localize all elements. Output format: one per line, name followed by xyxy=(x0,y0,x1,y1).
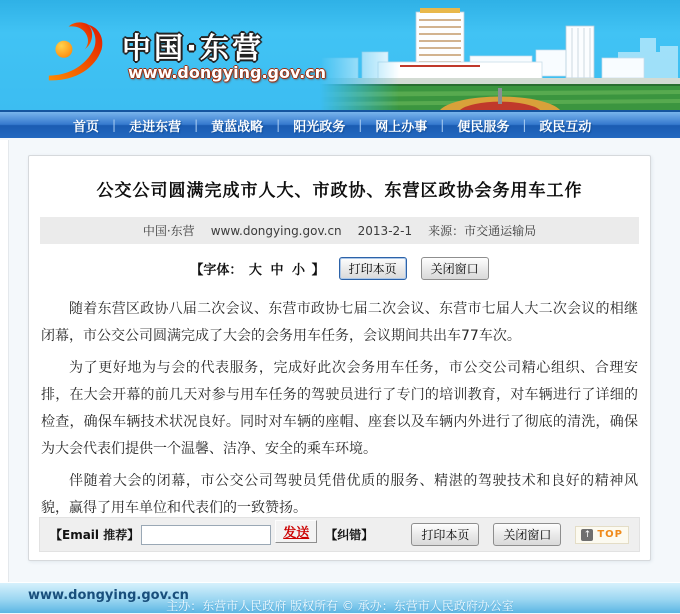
top-arrow-icon: ↑ xyxy=(581,529,593,541)
article-content-box xyxy=(28,155,651,561)
nav-separator: | xyxy=(276,118,281,132)
dongying-logo-icon xyxy=(46,18,112,88)
site-header-banner xyxy=(0,0,680,110)
close-window-button[interactable]: 关闭窗口 xyxy=(421,257,489,280)
nav-separator: | xyxy=(194,118,199,132)
main-area xyxy=(0,140,680,583)
font-size-medium[interactable]: 中 xyxy=(270,263,284,278)
site-url: www.dongying.gov.cn xyxy=(128,63,327,82)
error-correction-link[interactable]: 【纠错】 xyxy=(325,528,374,542)
print-page-button-bottom[interactable]: 打印本页 xyxy=(411,523,479,546)
article-paragraph: 为了更好地为与会的代表服务，完成好此次会务用车任务，市公交公司精心组织、合理安排，在大会开幕的前几天对参与用车任务的驾驶员进行了专门的培训教育，对车辆进行了详细的检查，确保车辆技术状况良好。同时对车辆的座帽、座套以及车辆内外进行了彻底的清洗，确保为大会代表们提供一个温馨、洁净、安全的乘车环境。 xyxy=(41,360,638,457)
nav-item-home[interactable]: 首页 xyxy=(73,119,100,135)
site-name: 中国·东营 xyxy=(122,31,265,65)
meta-url: www.dongying.gov.cn xyxy=(210,223,342,238)
nav-separator: | xyxy=(522,118,527,132)
font-label-suffix: 】 xyxy=(311,263,325,278)
close-window-button-bottom[interactable]: 关闭窗口 xyxy=(493,523,561,546)
nav-item-open-government[interactable]: 阳光政务 xyxy=(293,119,346,135)
nav-separator: | xyxy=(440,118,445,132)
nav-separator: | xyxy=(112,118,117,132)
article-footer-toolbar xyxy=(39,517,640,552)
meta-site: 中国·东营 xyxy=(142,224,195,238)
nav-item-strategy[interactable]: 黄蓝战略 xyxy=(211,119,264,135)
meta-date: 2013-2-1 xyxy=(357,223,413,238)
main-nav xyxy=(0,110,680,138)
footer-copyright: 主办：东营市人民政府 版权所有 © 承办：东营市人民政府办公室 xyxy=(166,599,514,613)
email-recommend-input[interactable] xyxy=(141,525,271,545)
font-size-small[interactable]: 小 xyxy=(292,263,306,278)
print-page-button[interactable]: 打印本页 xyxy=(339,257,407,280)
nav-item-public-services[interactable]: 便民服务 xyxy=(457,119,510,135)
article-paragraph: 伴随着大会的闭幕，市公交公司驾驶员凭借优质的服务、精湛的驾驶技术和良好的精神风貌，赢得了用车单位和代表们的一致赞扬。 xyxy=(41,473,638,516)
article-body xyxy=(41,296,638,522)
send-button[interactable]: 发送 xyxy=(275,520,317,543)
article-controls-row xyxy=(29,257,650,280)
font-label-prefix: 【字体： xyxy=(190,263,243,278)
footer-site-url[interactable]: www.dongying.gov.cn xyxy=(28,588,189,603)
font-size-control xyxy=(190,259,324,278)
nav-item-about-dongying[interactable]: 走进东营 xyxy=(129,119,182,135)
page-title: 公交公司圆满完成市人大、市政协、东营区政协会务用车工作 xyxy=(96,181,583,201)
nav-item-interaction[interactable]: 政民互动 xyxy=(539,119,592,135)
nav-item-online-services[interactable]: 网上办事 xyxy=(375,119,428,135)
site-footer xyxy=(0,582,680,613)
article-paragraph: 随着东营区政协八届二次会议、东营市政协七届二次会议、东营市七届人大二次会议的相继闭幕，市公交公司圆满完成了大会的会务用车任务，会议期间共出车77车次。 xyxy=(41,301,638,344)
font-size-large[interactable]: 大 xyxy=(248,263,262,278)
nav-separator: | xyxy=(358,118,363,132)
back-to-top-button[interactable] xyxy=(575,526,629,544)
top-label: TOP xyxy=(597,529,623,540)
meta-source: 来源：市交通运输局 xyxy=(428,224,537,238)
article-meta-bar xyxy=(40,217,639,244)
email-recommend-label: 【Email 推荐】 xyxy=(50,528,140,542)
city-skyline-photo xyxy=(320,0,680,110)
